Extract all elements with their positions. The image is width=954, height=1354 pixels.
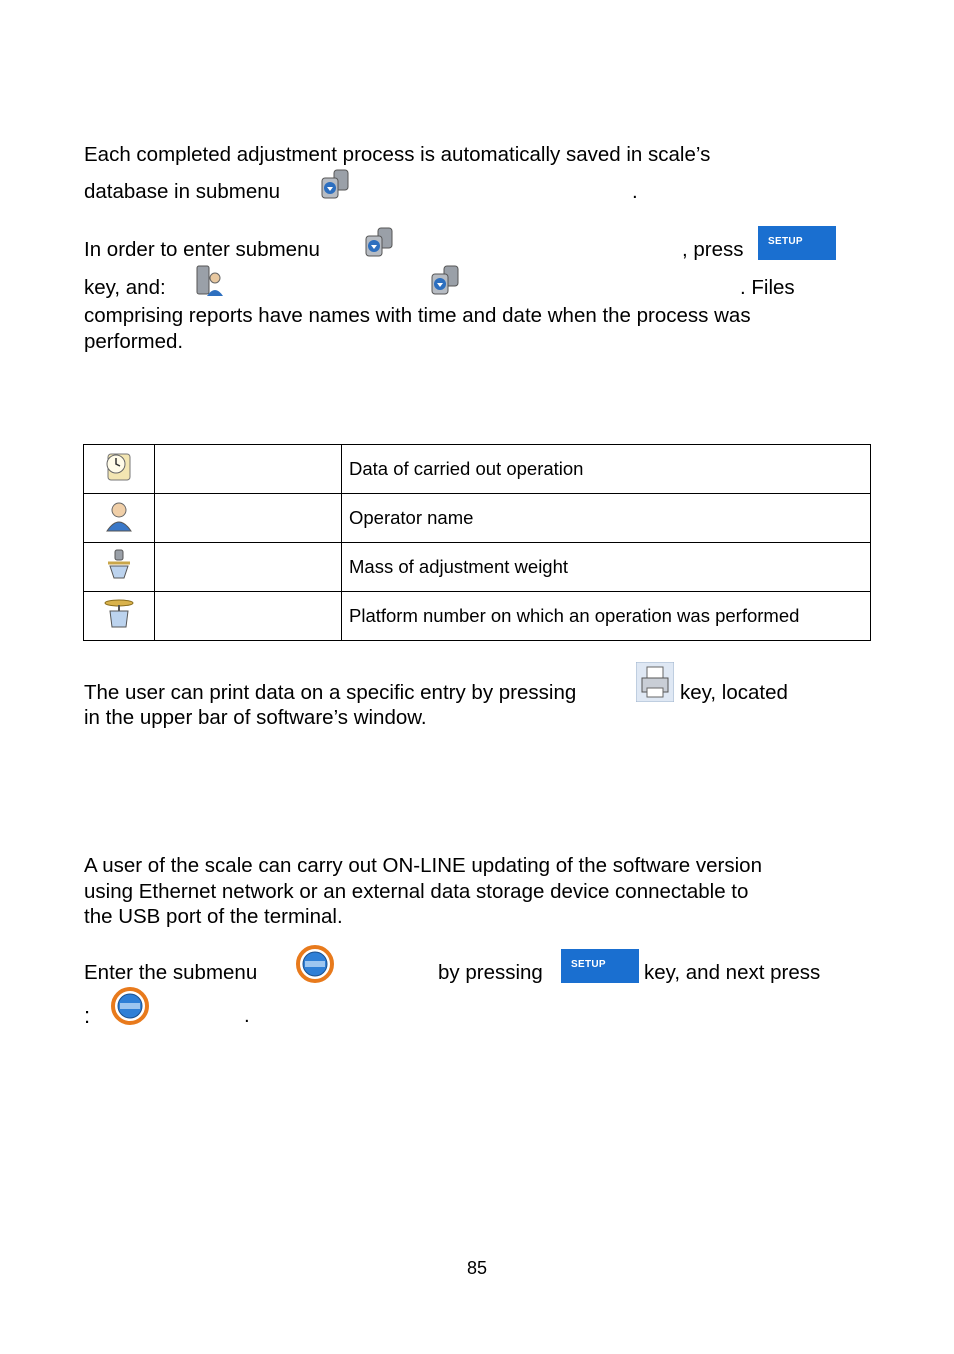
colon: :	[84, 1003, 91, 1028]
update-line1: A user of the scale can carry out ON-LINE updating of the software version	[84, 854, 762, 877]
adjustment-report-icon	[318, 168, 354, 202]
row-name	[155, 445, 342, 494]
row-name	[155, 543, 342, 592]
period: .	[244, 1004, 250, 1027]
para2-press: , press	[682, 238, 744, 261]
page-number: 85	[466, 1258, 488, 1278]
table-row	[84, 494, 871, 543]
printer-icon	[636, 662, 674, 702]
setup-key: SETUP	[561, 949, 639, 983]
calendar-clock-icon	[102, 450, 136, 484]
next-press-text: key, and next press	[644, 961, 821, 984]
scale-platform-icon	[102, 597, 136, 631]
para2-line2-a: key, and:	[84, 276, 166, 299]
print-line2: in the upper bar of software’s window.	[84, 706, 427, 729]
update-icon	[108, 986, 152, 1026]
para2-line4: performed.	[84, 330, 184, 353]
table-row	[84, 445, 871, 494]
table-row	[84, 543, 871, 592]
row-name	[155, 592, 342, 641]
print-line1-b: key, located	[680, 681, 788, 704]
enter-submenu-text: Enter the submenu	[84, 961, 258, 984]
adjustment-report-icon	[362, 226, 398, 260]
print-line1-a: The user can print data on a specific entry by pressing	[84, 681, 577, 704]
update-icon	[294, 944, 336, 984]
para1-period: .	[632, 180, 638, 203]
row-desc: Operator name	[342, 494, 871, 543]
para1-line1: Each completed adjustment process is automatically saved in scale’s	[84, 143, 711, 166]
para2-line1-a: In order to enter submenu	[84, 238, 320, 261]
update-line2: using Ethernet network or an external data storage device connectable to	[84, 880, 749, 903]
setup-key: SETUP	[758, 226, 836, 260]
adjustment-icon	[193, 264, 227, 298]
para1-line2: database in submenu	[84, 180, 281, 203]
adjustment-weight-icon	[102, 548, 136, 582]
para2-files: . Files	[740, 276, 795, 299]
operator-icon	[102, 499, 136, 533]
row-desc: Data of carried out operation	[342, 445, 871, 494]
row-desc: Platform number on which an operation was performed	[342, 592, 871, 641]
para2-line3: comprising reports have names with time and date when the process was	[84, 304, 751, 327]
row-name	[155, 494, 342, 543]
by-pressing-text: by pressing	[438, 961, 543, 984]
update-line3: the USB port of the terminal.	[84, 905, 343, 928]
table-row	[84, 592, 871, 641]
row-desc: Mass of adjustment weight	[342, 543, 871, 592]
adjustment-report-icon	[428, 264, 464, 298]
legend-table	[83, 444, 871, 641]
